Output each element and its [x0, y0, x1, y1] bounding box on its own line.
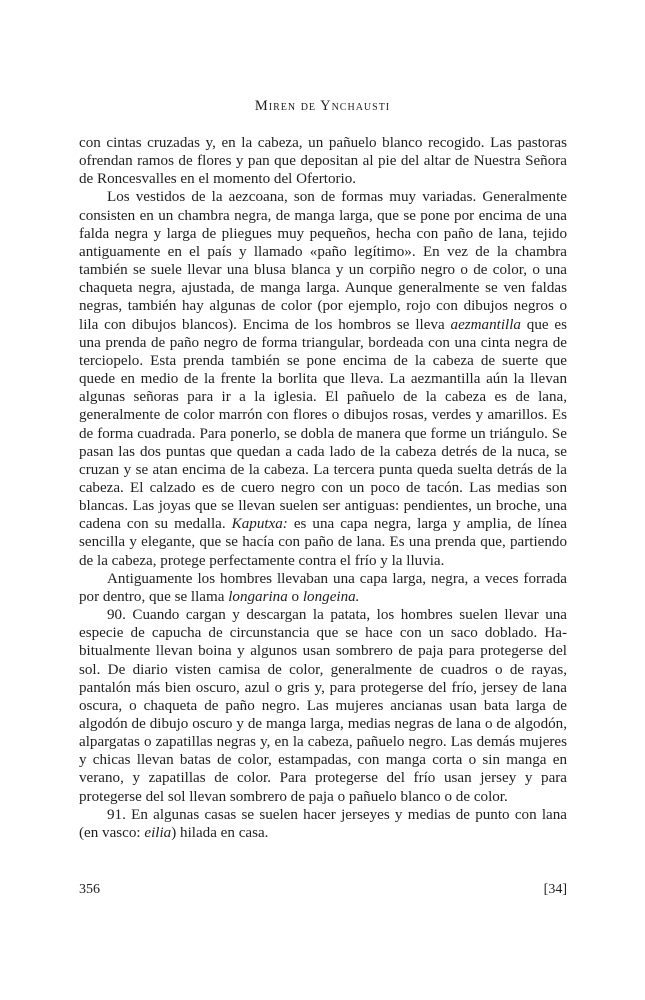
paragraph [79, 188, 567, 569]
page-footer [79, 882, 567, 898]
text-run: con cintas cruzadas y, en la cabeza, un pañuelo blanco recogido. Las pastoras ofrendan ramos de flores y pan que depositan al pie del altar de Nuestra Señora de Roncesvalles en el momento del Ofertorio. [79, 135, 567, 188]
paragraph [79, 570, 567, 606]
text-run: que es una prenda de paño negro de forma triangular, bordeada con una cinta negra de terciopelo. Esta prenda también se pone encima de la cabeza de suerte que quede en medio de la frente la borlita que lleva. La aezmantilla aún la llevan algunas señoras para ir a la iglesia. El pañuelo de la cabeza es de lana, generalmente de color marrón con flores o dibujos rosas, verdes y amarillos. Es de forma cuadrada. Para ponerlo, se dobla de manera que forme un triángulo. Se pasan las dos puntas que quedan a cada lado de la cabeza detrés de la nuca, se cruzan y se atan encima de la cabeza. La tercera punta queda suelta detrás de la cabeza. El calzado es de cuero negro con un poco de tacón. Las medias son blancas. Las joyas que se llevan suelen ser antiguas: pendientes, un broche, una cadena con su medalla. [79, 316, 567, 533]
running-head: Miren de Ynchausti [254, 98, 391, 114]
page-number: 356 [79, 882, 100, 897]
italic-term: longarina [228, 588, 288, 605]
text-run: Antiguamente los hombres llevaban una capa larga, negra, a veces forrada por dentro, que se llama [79, 570, 567, 605]
paragraph [79, 806, 567, 842]
italic-term: eilia [144, 824, 172, 841]
text-run: ) hilada en casa. [171, 824, 269, 841]
text-run: Los vestidos de la aezcoana, son de formas muy variadas. Generalmente consisten en un chambra negra, de manga larga, que se pone por encima de una falda negra y larga de pliegues muy pequeños, hecha con paño de lana, tejido antiguamente en el país y llamado «paño legítimo». En vez de la chambra también se suele llevar una blusa blanca y un corpiño negro o de color, o una chaqueta negra, ajustada, de manga larga. Aunque generalmente se ven faldas negras, también hay algunas de color (por ejemplo, rojo con dibujos negros o lila con dibujos blancos). Encima de los hombros se lleva [79, 189, 567, 333]
italic-term: longeina. [302, 588, 360, 605]
italic-term: aezmantilla [450, 316, 521, 333]
text-run: 90. Cuando cargan y descargan la patata, los hombres suelen llevar una especie de capucha de circunstancia que se hace con un saco doblado. Habitualmente llevan boina y algunos usan sombrero de paja para protegerse del sol. De diario visten camisa de color, generalmente de cuadros o de rayas, pantalón más bien oscuro, azul o gris y, para protegerse del frío, jersey de lana oscura, o chaqueta de paño negro. Las mujeres ancianas usan bata larga de algodón de dibujo oscuro y de manga larga, medias negras de lana o de algodón, alpargatas o zapatillas negras y, en la cabeza, pañuelo negro. Las demás mujeres y chicas llevan batas de color, estampadas, con manga corta o sin manga en verano, y zapatillas de color. Para protegerse del frío usan jersey y para protegerse del sol llevan sombrero de paja o pañuelo blanco o de color. [79, 607, 567, 805]
paragraph [79, 134, 567, 188]
body-text [79, 134, 567, 842]
paragraph [79, 606, 567, 806]
text-run: 91. En algunas casas se suelen hacer jerseyes y medias de punto con lana (en vasco: [79, 806, 567, 841]
text-run: o [287, 588, 303, 605]
text-run: es una capa negra, larga y amplia, de línea sencilla y elegante, que se hacía con paño de lana. Es una prenda que, partiendo de la cabeza, protege perfectamente contra el frío y la lluvia. [79, 516, 567, 569]
italic-term: Kaputxa: [231, 516, 288, 533]
bracket-page-number: [34] [543, 882, 567, 897]
